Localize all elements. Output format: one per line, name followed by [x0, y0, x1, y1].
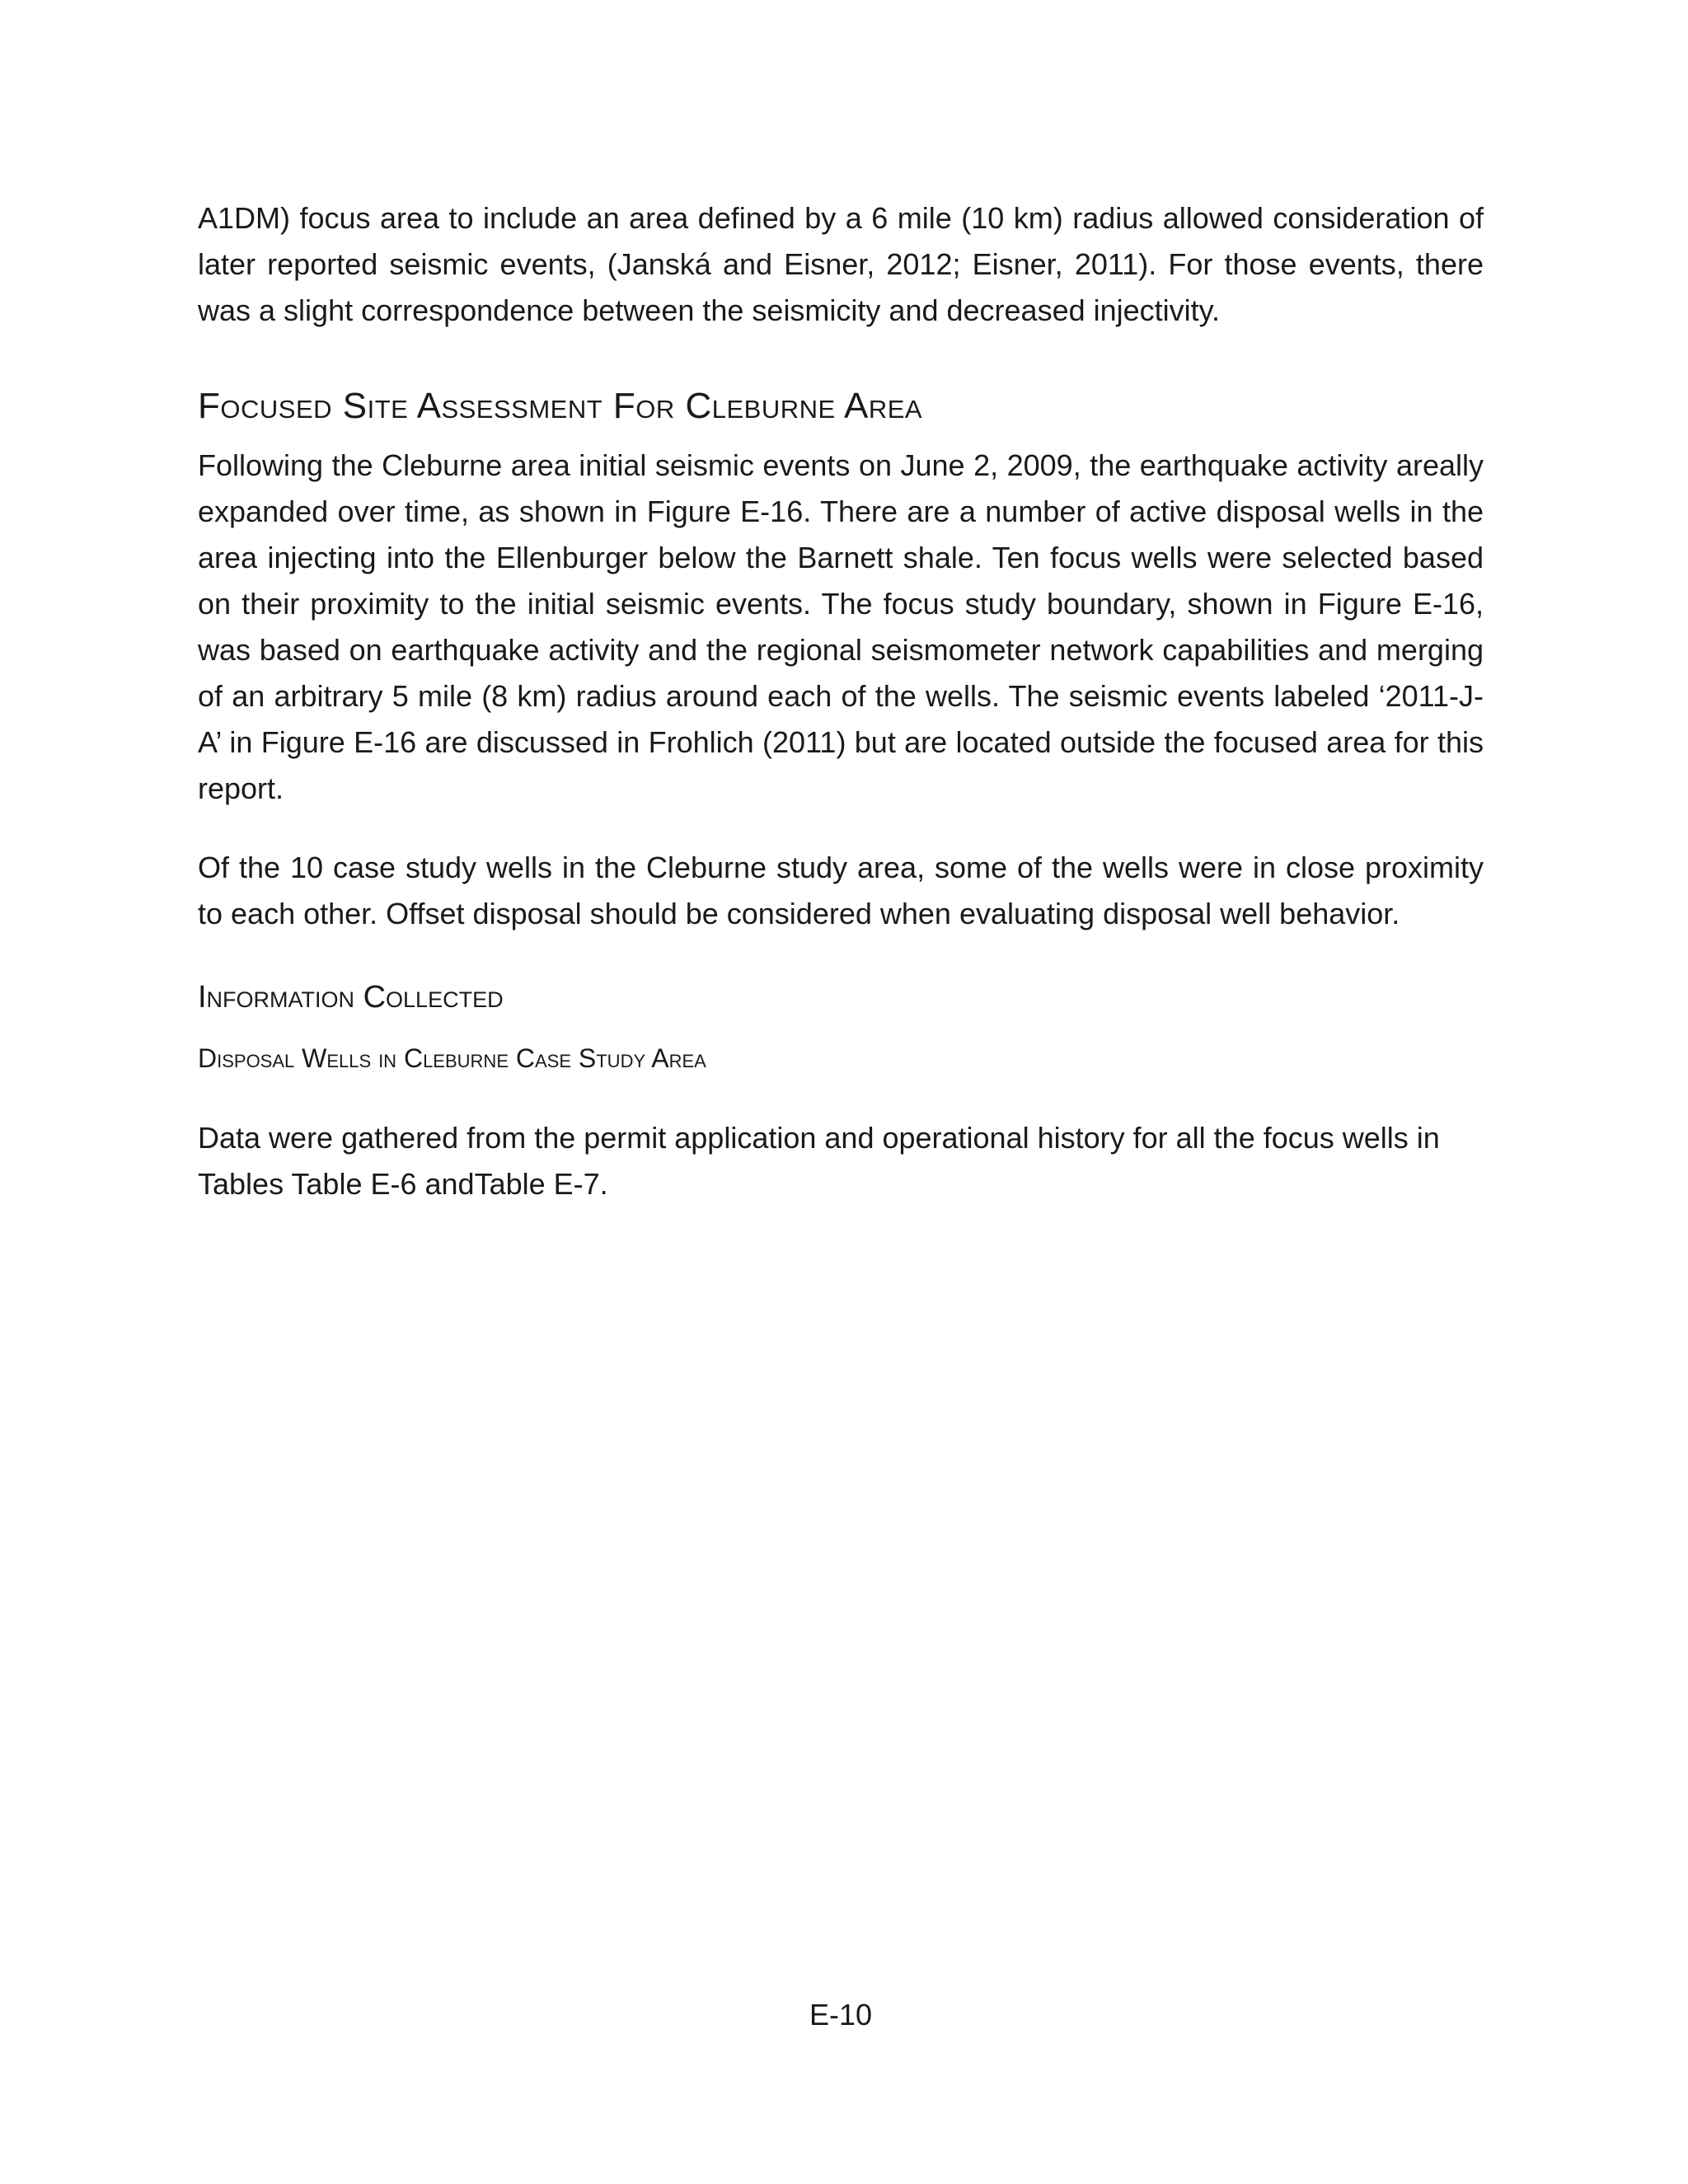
subsection-heading: Information Collected [198, 980, 504, 1015]
data-gathered-paragraph: Data were gathered from the permit application and operational history for all the focus wells in Tables Table E-6 andTable E-7. [198, 1121, 1440, 1201]
subsubsection-heading: Disposal Wells in Cleburne Case Study Area [198, 1043, 706, 1073]
page-number: E-10 [809, 1998, 873, 2032]
section-heading: Focused Site Assessment For Cleburne Area [198, 386, 923, 426]
document-page [198, 0, 1484, 2184]
cleburne-paragraph-2: Of the 10 case study wells in the Cleburne study area, some of the wells were in close proximity to each other. Offset disposal should be considered when evaluating disposal well behavior. [198, 851, 1484, 930]
intro-paragraph: A1DM) focus area to include an area defined by a 6 mile (10 km) radius allowed consideration of later reported seismic events, (Janská and Eisner, 2012; Eisner, 2011). For those events, there was a slight correspondence between the seismicity and decreased injectivity. [198, 201, 1484, 327]
cleburne-paragraph-1: Following the Cleburne area initial seismic events on June 2, 2009, the earthquake activity areally expanded over time, as shown in Figure E-16. There are a number of active disposal wells in the area injecting into the Ellenburger below the Barnett shale. Ten focus wells were selected based on their proximity to the initial seismic events. The focus study boundary, shown in Figure E-16, was based on earthquake activity and the regional seismometer network capabilities and merging of an arbitrary 5 mile (8 km) radius around each of the wells. The seismic events labeled ‘2011-J-A’ in Figure E-16 are discussed in Frohlich (2011) but are located outside the focused area for this report. [198, 448, 1484, 805]
